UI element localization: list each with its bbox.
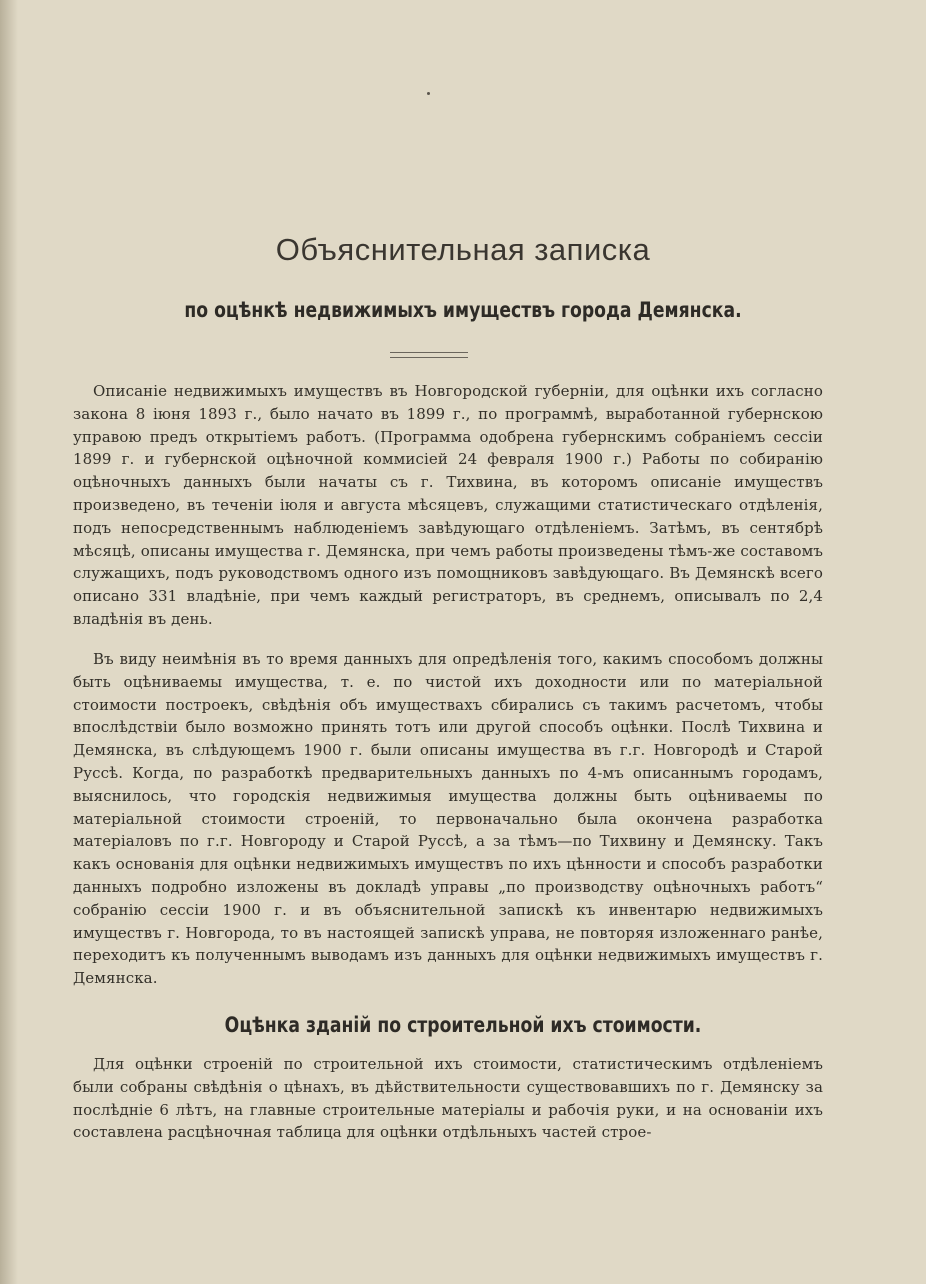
page-title: Объяснительная записка [275, 232, 651, 267]
paragraph-2: Въ виду неимѣнія въ то время данныхъ для опредѣленія того, какимъ способомъ должны быть оцѣниваемы имущества, т. е. по чистой ихъ доходности или по матеріальной стоимости построекъ, свѣдѣнія объ имуществахъ сбирались съ такимъ расчетомъ, чтобы впослѣдствіи было возможно принять тотъ или другой способъ оцѣнки. Послѣ Тихвина и Демянска, въ слѣдующемъ 1900 г. были описаны имущества въ г.г. Новгородѣ и Старой Руссѣ. Когда, по разработкѣ предварительныхъ данныхъ по 4-мъ описаннымъ городамъ, выяснилось, что городскія недвижимыя имущества должны быть оцѣниваемы по матеріальной стоимости строеній, то первоначально была окончена разработка матеріаловъ по г.г. Новгороду и Старой Руссѣ, а за тѣмъ—по Тихвину и Демянску. Такъ какъ основанія для оцѣнки недвижимыхъ имуществъ по ихъ цѣнности и способъ разработки данныхъ подробно изложены въ докладѣ управы „по производству оцѣночныхъ работъ“ собранію сессіи 1900 г. и въ объяснительной запискѣ къ инвентарю недвижимыхъ имуществъ г. Новгорода, то въ настоящей запискѣ управа, не повторяя изложеннаго ранѣе, переходитъ къ полученнымъ выводамъ изъ данныхъ для оцѣнки недвижимыхъ имуществъ г. Демянска. [73, 650, 823, 988]
paragraph-3: Для оцѣнки строеній по строительной ихъ стоимости, статистическимъ отдѣленіемъ были собраны свѣдѣнія о цѣнахъ, въ дѣйствительности существовавшихъ по г. Демянску за послѣдніе 6 лѣтъ, на главные строительные матеріалы и рабочія руки, и на основаніи ихъ составлена расцѣночная таблица для оцѣнки отдѣльныхъ частей строе- [73, 1055, 823, 1142]
paragraph-1: Описаніе недвижимыхъ имуществъ въ Новгородской губерніи, для оцѣнки ихъ согласно закона 8 іюня 1893 г., было начато въ 1899 г., по программѣ, выработанной губернскою управою предъ открытіемъ работъ. (Программа одобрена губернскимъ собраніемъ сессіи 1899 г. и губернской оцѣночной коммисіей 24 февраля 1900 г.) Работы по собиранію оцѣночныхъ данныхъ были начаты съ г. Тихвина, въ которомъ описаніе имуществъ произведено, въ теченіи іюля и августа мѣсяцевъ, служащими статистическаго отдѣленія, подъ непосредственнымъ наблюденіемъ завѣдующаго отдѣленіемъ. Затѣмъ, въ сентябрѣ мѣсяцѣ, описаны имущества г. Демянска, при чемъ работы произведены тѣмъ-же составомъ служащихъ, подъ руководствомъ одного изъ помощниковъ завѣдующаго. Въ Демянскѣ всего описано 331 владѣніе, при чемъ каждый регистраторъ, въ среднемъ, описывалъ по 2,4 владѣнія въ день. [73, 382, 823, 628]
title-divider [390, 352, 468, 358]
page-subtitle: по оцѣнкѣ недвижимыхъ имуществъ города Демянска. [184, 298, 742, 322]
binding-shadow [0, 0, 18, 1284]
ink-speck [427, 92, 430, 95]
section-heading: Оцѣнка зданій по строительной ихъ стоимости. [224, 1013, 702, 1037]
